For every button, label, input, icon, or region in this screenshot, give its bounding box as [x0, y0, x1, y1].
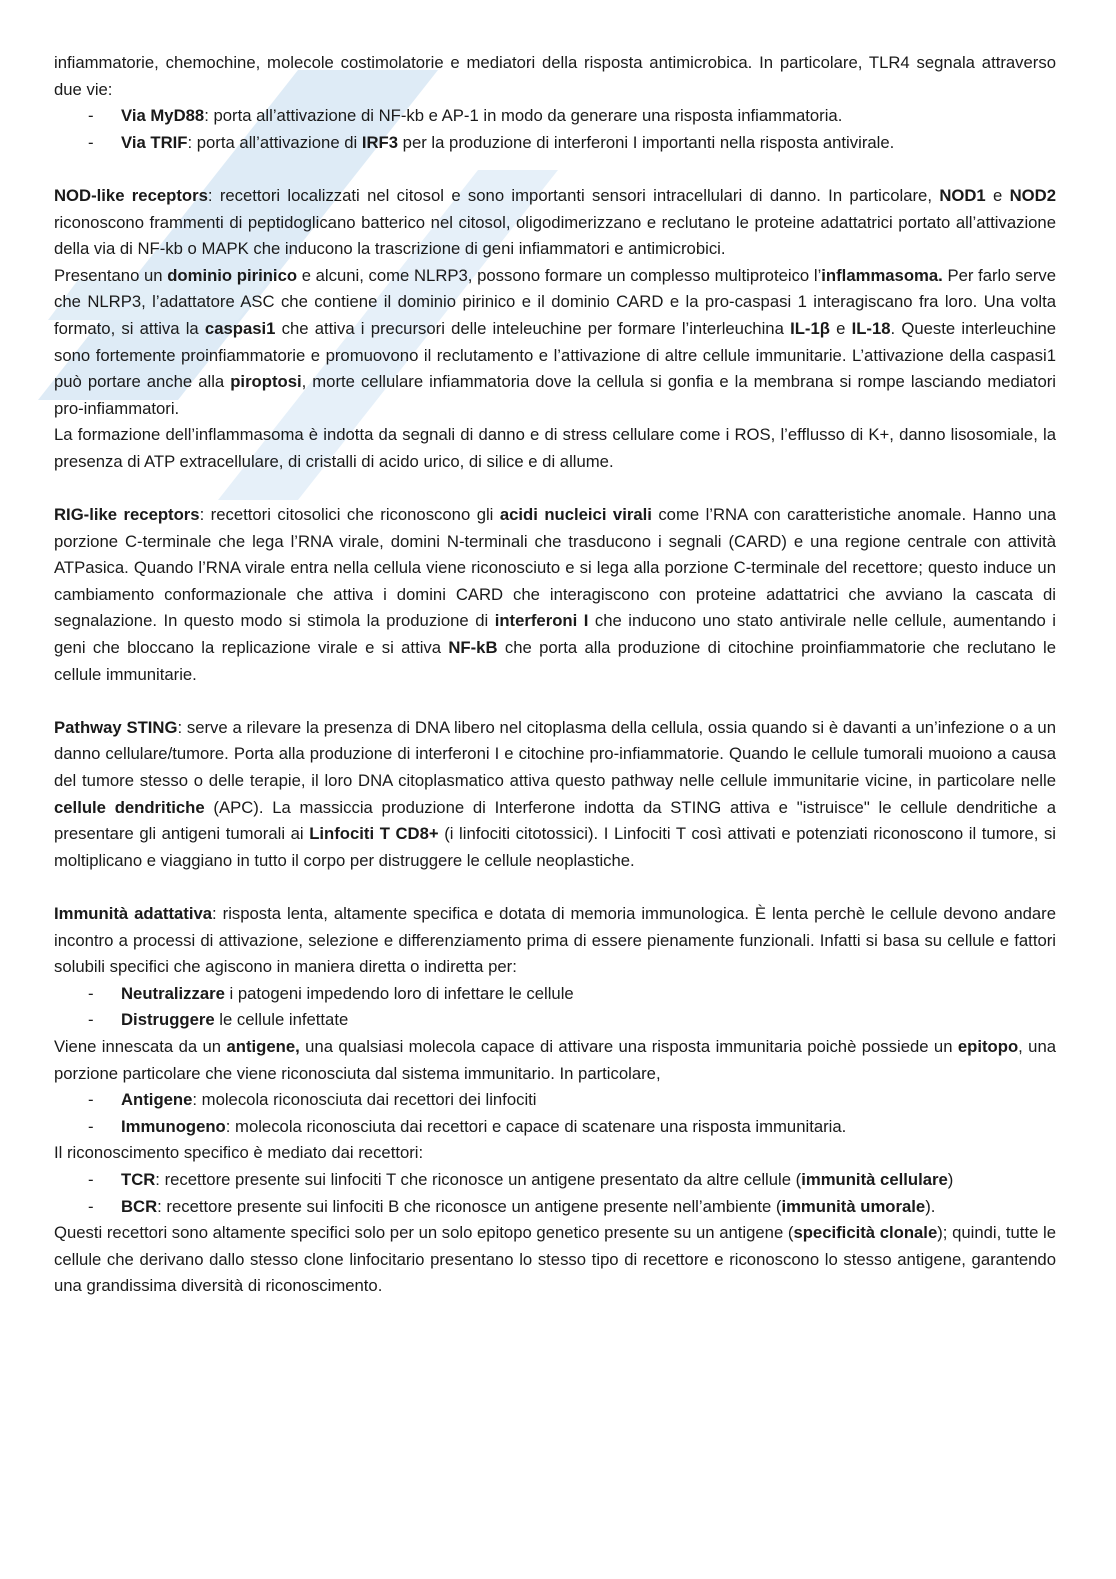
paragraph-rig-like: RIG-like receptors: recettori citosolici che riconoscono gli acidi nucleici virali come l’RNA con caratteristiche anomale. Hanno una porzione C-terminale che lega l’RNA virale, domini N-terminali che trasducono i segnali (CARD) e una regione centrale con attività ATPasica. Quando l’RNA virale entra nella cellula viene riconosciuto e si lega alla porzione C-terminale del recettore; questo induce un cambiamento conformazionale che attiva i domini CARD che interagiscono con proteine adattatrici che avviano la cascata di segnalazione. In questo modo si stimola la produzione di interferoni I che inducono uno stato antivirale nelle cellule, aumentando i geni che bloccano la replicazione virale e si attiva NF-kB che porta alla produzione di citochine proinfiammatorie che reclutano le cellule immunitarie.	[54, 505, 1056, 684]
list-antigen-types	[54, 1087, 1056, 1140]
list-tlr4-pathways	[54, 103, 1056, 156]
paragraph-nod-like: NOD-like receptors: recettori localizzati nel citosol e sono importanti sensori intracellulari di danno. In particolare, NOD1 e NOD2 riconoscono frammenti di peptidoglicano batterico nel citosol, oligodimerizzano e reclutano le proteine adattatrici portato all’attivazione della via di NF-kb o MAPK che inducono la trascrizione di geni infiammatori e antimicrobici.	[54, 185, 1056, 259]
list-item: - TCR: recettore presente sui linfociti T che riconosce un antigene presentato da altre cellule (immunità cellulare)	[54, 1167, 1056, 1194]
list-item: - BCR: recettore presente sui linfociti B che riconosce un antigene presente nell’ambiente (immunità umorale).	[54, 1194, 1056, 1221]
paragraph-sting: Pathway STING: serve a rilevare la presenza di DNA libero nel citoplasma della cellula, ossia quando si è davanti a un’infezione o a un danno cellulare/tumore. Porta alla produzione di interferoni I e citochine pro-infiammatorie. Quando le cellule tumorali muoiono a causa del tumore stesso o delle terapie, il loro DNA citoplasmatico attiva questo pathway nelle cellule immunitarie vicine, in particolare nelle cellule dendritiche (APC). La massiccia produzione di Interferone indotta da STING attiva e "istruisce" le cellule dendritiche a presentare gli antigeni tumorali ai Linfociti T CD8+ (i linfociti citotossici). I Linfociti T così attivati e potenziati riconoscono il tumore, si moltiplicano e viaggiano in tutto il corpo per distruggere le cellule neoplastiche.	[54, 717, 1057, 870]
paragraph-recognition: Il riconoscimento specifico è mediato dai recettori:	[54, 1143, 424, 1163]
list-adaptive-goals	[54, 981, 1056, 1034]
paragraph-antigen: Viene innescata da un antigene, una qualsiasi molecola capace di attivare una risposta immunitaria poichè possiede un epitopo, una porzione particolare che viene riconosciuta dal sistema immunitario. In particolare,	[54, 1036, 1057, 1083]
paragraph-clonal-specificity: Questi recettori sono altamente specifici solo per un solo epitopo genetico presente su un antigene (specificità clonale); quindi, tutte le cellule che derivano dallo stesso clone linfocitario presentano lo stesso tipo di recettore e riconoscono lo stesso antigene, garantendo una grandissima diversità di riconoscimento.	[54, 1223, 1056, 1296]
paragraph-tlr4: infiammatorie, chemochine, molecole costimolatorie e mediatori della risposta antimicrobica. In particolare, TLR4 segnala attraverso due vie:	[54, 53, 1056, 99]
paragraph-inflammasome: Presentano un dominio pirinico e alcuni, come NLRP3, possono formare un complesso multiproteico l’inflammasoma. Per farlo serve che NLRP3, l’adattatore ASC che contiene il dominio pirinico e il dominio CARD e la pro-caspasi 1 interagiscano fra loro. Una volta formato, si attiva la caspasi1 che attiva i precursori delle inteleuchine per formare l’interleuchina IL-1β e IL-18. Queste interleuchine sono fortemente proinfiammatorie e promuovono il reclutamento e l’attivazione di altre cellule immunitarie. L’attivazione della caspasi1 può portare anche alla piroptosi, morte cellulare infiammatoria dove la cellula si gonfia e la membrana si rompe lasciando mediatori pro-infiammatori.	[54, 265, 1057, 418]
list-receptors	[54, 1167, 1056, 1220]
paragraph-inflammasome-triggers: La formazione dell’inflammasoma è indotta da segnali di danno e di stress cellulare come i ROS, l’efflusso di K+, danno lisosomiale, la presenza di ATP extracellulare, di cristalli di acido urico, di silice e di allume.	[54, 425, 1056, 471]
list-item: - Distruggere le cellule infettate	[54, 1007, 1056, 1034]
paragraph-adaptive: Immunità adattativa: risposta lenta, altamente specifica e dotata di memoria immunologica. È lenta perchè le cellule devono andare incontro a processi di attivazione, selezione e differenziamento prima di essere pienamente funzionali. Infatti si basa su cellule e fattori solubili specifici che agiscono in maniera diretta o indiretta per:	[54, 904, 1056, 977]
list-item: - Antigene: molecola riconosciuta dai recettori dei linfociti	[54, 1087, 1056, 1114]
list-item: - Immunogeno: molecola riconosciuta dai recettori e capace di scatenare una risposta immunitaria.	[54, 1114, 1056, 1141]
list-item: - Neutralizzare i patogeni impedendo loro di infettare le cellule	[54, 981, 1056, 1008]
list-item: - Via TRIF: porta all’attivazione di IRF3 per la produzione di interferoni I importanti nella risposta antivirale.	[54, 130, 1056, 157]
list-item: - Via MyD88: porta all’attivazione di NF-kb e AP-1 in modo da generare una risposta infiammatoria.	[54, 103, 1056, 130]
